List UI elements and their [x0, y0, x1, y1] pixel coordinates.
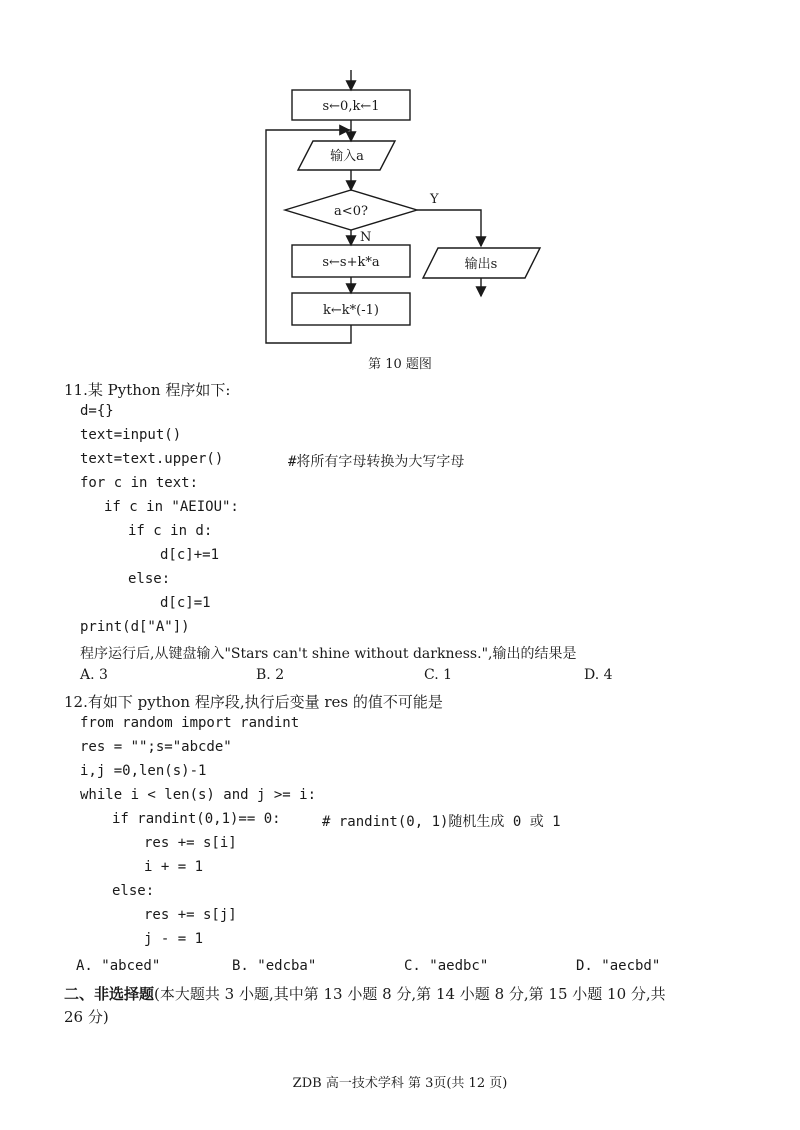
code-line: res += s[j] [144, 907, 237, 923]
code-line: while i < len(s) and j >= i: [80, 787, 317, 803]
section2-title: 二、非选择题 [64, 985, 155, 1003]
flowchart-svg [0, 0, 800, 380]
section2-header [64, 983, 666, 1004]
section2-desc-cont: 26 分) [64, 1008, 109, 1026]
code-line: j - = 1 [144, 931, 204, 947]
code-line: else: [112, 883, 155, 899]
input-label: 输入a [330, 149, 364, 164]
output-label: 输出s [464, 257, 498, 272]
code-line: if c in "AEIOU": [104, 499, 239, 515]
q11-question: 程序运行后,从键盘输入"Stars can't shine without darkness.",输出的结果是 [80, 646, 577, 662]
no-label: N [360, 230, 372, 245]
code-comment: #将所有字母转换为大写字母 [288, 454, 465, 470]
page-footer: ZDB 高一技术学科 第 3页(共 12 页) [292, 1076, 508, 1091]
code-line: d={} [80, 403, 114, 419]
code-line: i,j =0,len(s)-1 [80, 763, 207, 779]
code-line: if c in d: [128, 523, 213, 539]
q12-option-d: D. "aecbd" [576, 958, 661, 974]
yes-branch-line [417, 210, 481, 246]
code-line: for c in text: [80, 475, 199, 491]
code-line: print(d["A"]) [80, 619, 190, 635]
q12-stem: 12.有如下 python 程序段,执行后变量 res 的值不可能是 [64, 693, 443, 711]
section2-desc: (本大题共 3 小题,其中第 13 小题 8 分,第 14 小题 8 分,第 15 小题 10 分,共 [154, 985, 666, 1003]
code-line: if randint(0,1)== 0: [112, 811, 281, 827]
init-label: s←0,k←1 [322, 99, 380, 114]
q12-option-a: A. "abced" [76, 958, 161, 974]
code-line: text=text.upper() [80, 451, 224, 467]
q12-option-b: B. "edcba" [232, 958, 317, 974]
q11-option-b: B. 2 [256, 667, 285, 683]
flowchart [0, 0, 800, 380]
figure-caption: 第 10 题图 [368, 357, 432, 372]
code-line: d[c]+=1 [160, 547, 220, 563]
q11-option-a: A. 3 [80, 667, 108, 683]
code-comment: # randint(0, 1)随机生成 0 或 1 [322, 814, 561, 830]
code-line: else: [128, 571, 171, 587]
code-line: from random import randint [80, 715, 300, 731]
code-line: res += s[i] [144, 835, 237, 851]
assign-s-label: s←s+k*a [322, 255, 380, 270]
condition-label: a<0? [334, 204, 368, 219]
code-line: d[c]=1 [160, 595, 211, 611]
q11-option-d: D. 4 [584, 667, 613, 683]
q12-option-c: C. "aedbc" [404, 958, 489, 974]
q11-option-c: C. 1 [424, 667, 453, 683]
assign-k-label: k←k*(-1) [323, 303, 379, 318]
code-line: i + = 1 [144, 859, 204, 875]
code-line: text=input() [80, 427, 182, 443]
q11-stem: 11.某 Python 程序如下: [64, 381, 231, 399]
yes-label: Y [430, 192, 439, 207]
code-line: res = "";s="abcde" [80, 739, 232, 755]
